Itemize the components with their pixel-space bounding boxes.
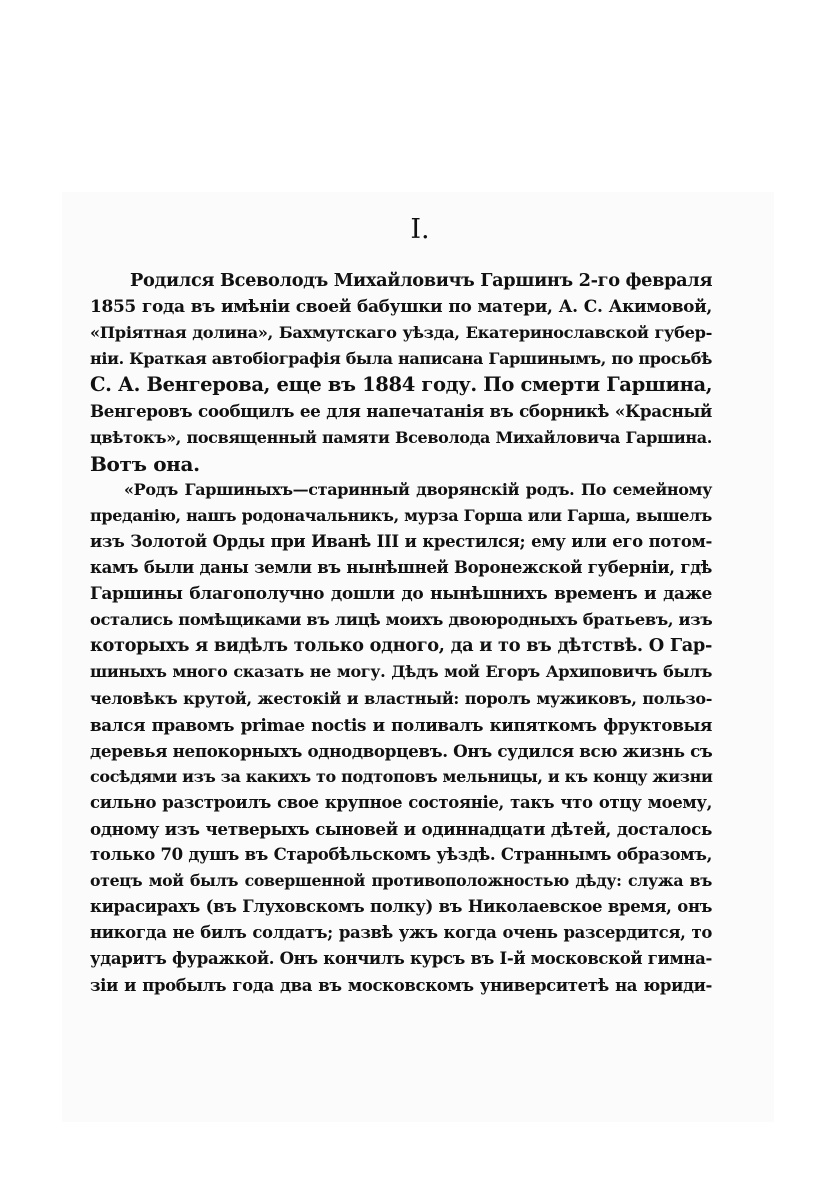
text-line: отецъ мой былъ совершенной противоположностью дѣду: служа въ [90,871,712,891]
text-line: деревья непокорныхъ однодворцевъ. Онъ судился всю жизнь съ [90,740,713,761]
chapter-number: I. [410,214,430,245]
text-line: «Родъ Гаршиныхъ—старинный дворянскій родъ. По семейному [124,479,712,499]
text-line: никогда не билъ солдатъ; развѣ ужъ когда очень разсердится, то [90,923,712,943]
text-line: Родился Всеволодъ Михайловичъ Гаршинъ 2-го февраля [130,270,713,291]
text-line: кирасирахъ (въ Глуховскомъ полку) въ Николаевское время, онъ [90,897,712,917]
body-text [90,268,713,999]
text-line: одному изъ четверыхъ сыновей и одиннадцати дѣтей, досталось [90,818,712,839]
text-line: преданію, нашъ родоначальникъ, мурза Горша или Гарша, вышелъ [90,505,712,525]
text-line: вался правомъ primae noctis и поливалъ кипяткомъ фруктовыя [90,714,712,735]
text-line: камъ были даны земли въ нынѣшней Воронежской губерніи, гдѣ [90,558,712,578]
text-line: Вотъ она. [90,451,200,476]
paragraph-1 [90,268,713,477]
text-line: С. А. Венгерова, еще въ 1884 году. По смерти Гаршина, [90,373,713,397]
text-line: Гаршины благополучно дошли до нынѣшнихъ временъ и даже [90,584,712,605]
text-line: 1855 года въ имѣніи своей бабушки по матери, А. С. Акимовой, [90,297,712,318]
text-line: которыхъ я видѣлъ только одного, да и то въ дѣтствѣ. О Гар- [90,635,712,657]
text-line: изъ Золотой Орды при Иванѣ III и крестился; ему или его потом- [90,531,712,551]
text-line: ударитъ фуражкой. Онъ кончилъ курсъ въ I-й московской гимна- [90,949,712,969]
text-line: сильно разстроилъ свое крупное состояніе, такъ что отцу моему, [90,792,712,812]
text-line: Венгеровъ сообщилъ ее для напечатанія въ сборникѣ «Красный [90,401,712,422]
text-line: «Пріятная долина», Бахмутскаго уѣзда, Екатеринославской губер- [90,323,712,343]
text-line: зіи и пробылъ года два въ московскомъ университетѣ на юриди- [90,975,712,995]
text-line: только 70 душъ въ Старобѣльскомъ уѣздѣ. Страннымъ образомъ, [90,845,712,865]
text-line: цвѣтокъ», посвященный памяти Всеволода Михайловича Гаршина. [90,427,712,447]
text-line: ніи. Краткая автобіографія была написана Гаршинымъ, по просьбѣ [90,349,712,369]
text-line: человѣкъ крутой, жестокій и властный: поролъ мужиковъ, пользо- [90,688,712,708]
text-line: сосѣдями изъ за какихъ то подтоповъ мельницы, и къ концу жизни [90,766,713,786]
paragraph-2 [90,477,713,999]
text-line: шиныхъ много сказать не могу. Дѣдъ мой Егоръ Архиповичъ былъ [90,662,712,682]
text-line: остались помѣщиками въ лицѣ моихъ двоюродныхъ братьевъ, изъ [90,610,713,630]
